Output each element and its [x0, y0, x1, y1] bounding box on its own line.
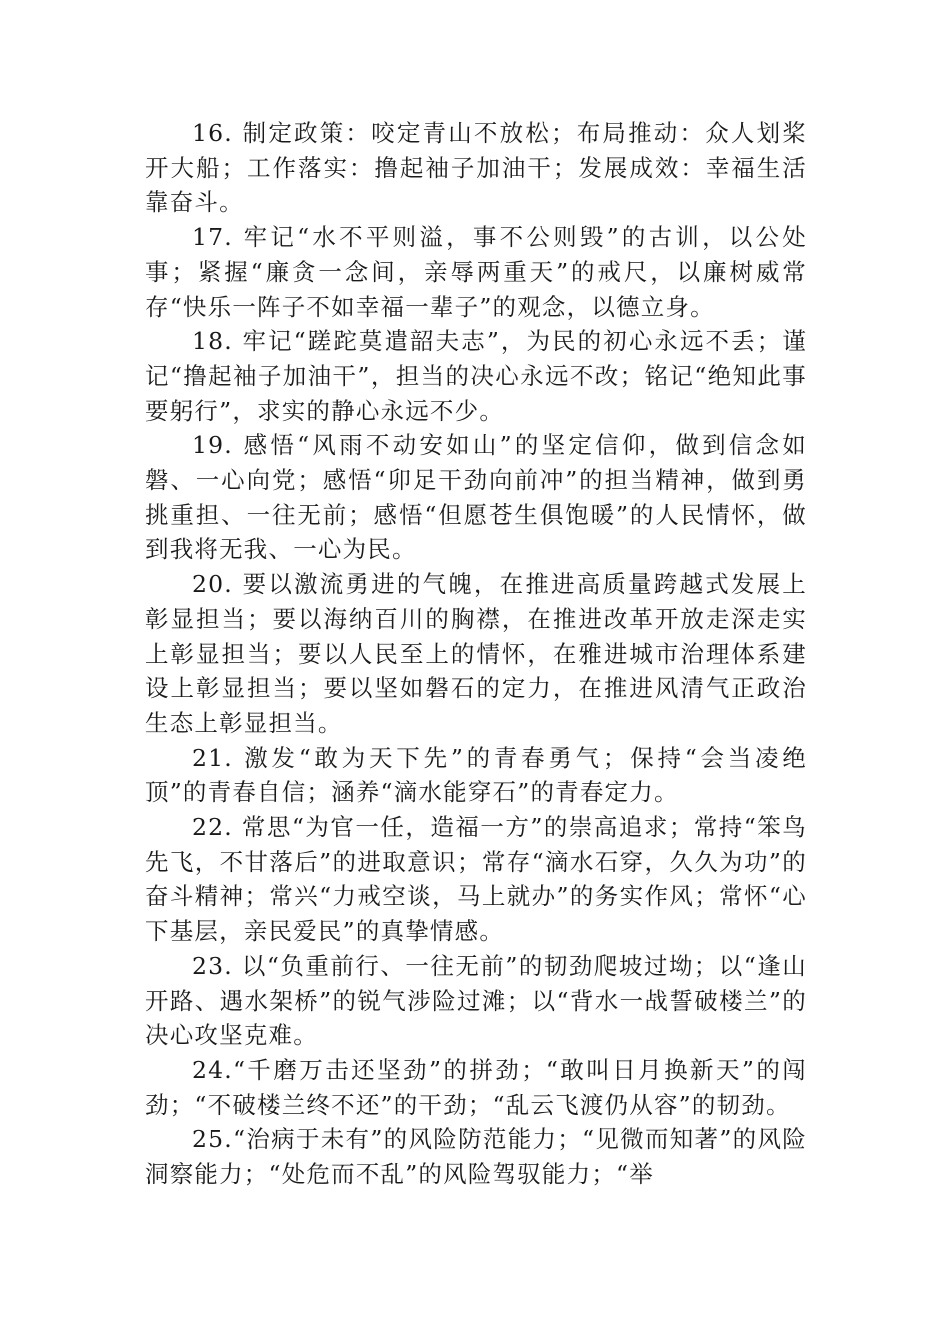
- paragraph-25: 25.“治病于未有”的风险防范能力；“见微而知著”的风险洞察能力；“处危而不乱”的风险驾驭能力；“举: [145, 1125, 807, 1189]
- paragraph-18: 18. 牢记“蹉跎莫遣韶夫志”，为民的初心永远不丢；谨记“撸起袖子加油干”，担当的决心永远不改；铭记“绝知此事要躬行”，求实的静心永远不少。: [145, 327, 807, 425]
- paragraph-16: 16. 制定政策：咬定青山不放松；布局推动：众人划桨开大船；工作落实：撸起袖子加油干；发展成效：幸福生活靠奋斗。: [145, 119, 807, 217]
- paragraph-21: 21. 激发“敢为天下先”的青春勇气；保持“会当凌绝顶”的青春自信；涵养“滴水能穿石”的青春定力。: [145, 743, 807, 807]
- paragraph-23: 23. 以“负重前行、一往无前”的韧劲爬坡过坳；以“逢山开路、遇水架桥”的锐气涉险过滩；以“背水一战誓破楼兰”的决心攻坚克难。: [145, 951, 807, 1050]
- document-body: [145, 116, 807, 1192]
- paragraph-20: 20. 要以激流勇进的气魄，在推进高质量跨越式发展上彰显担当；要以海纳百川的胸襟，在推进改革开放走深走实上彰显担当；要以人民至上的情怀，在雅进城市治理体系建设上彰显担当；要以坚如磐石的定力，在推进风清气正政治生态上彰显担当。: [145, 570, 807, 737]
- paragraph-17: 17. 牢记“水不平则溢，事不公则毁”的古训，以公处事；紧握“廉贪一念间，亲辱两重天”的戒尺，以廉树威常存“快乐一阵子不如幸福一辈子”的观念，以德立身。: [145, 223, 807, 321]
- paragraph-19: 19. 感悟“风雨不动安如山”的坚定信仰，做到信念如磐、一心向党；感悟“卯足干劲向前冲”的担当精神，做到勇挑重担、一往无前；感悟“但愿苍生俱饱暖”的人民情怀，做到我将无我、一心为民。: [145, 431, 807, 564]
- paragraph-24: 24.“千磨万击还坚劲”的拼劲；“敢叫日月换新天”的闯劲；“不破楼兰终不还”的干劲；“乱云飞渡仍从容”的韧劲。: [145, 1055, 807, 1119]
- paragraph-22: 22. 常思“为官一任，造福一方”的崇高追求；常持“笨鸟先飞，不甘落后”的进取意识；常存“滴水石穿，久久为功”的奋斗精神；常兴“力戒空谈，马上就办”的务实作风；常怀“心下基层，亲民爱民”的真挚情感。: [145, 813, 807, 946]
